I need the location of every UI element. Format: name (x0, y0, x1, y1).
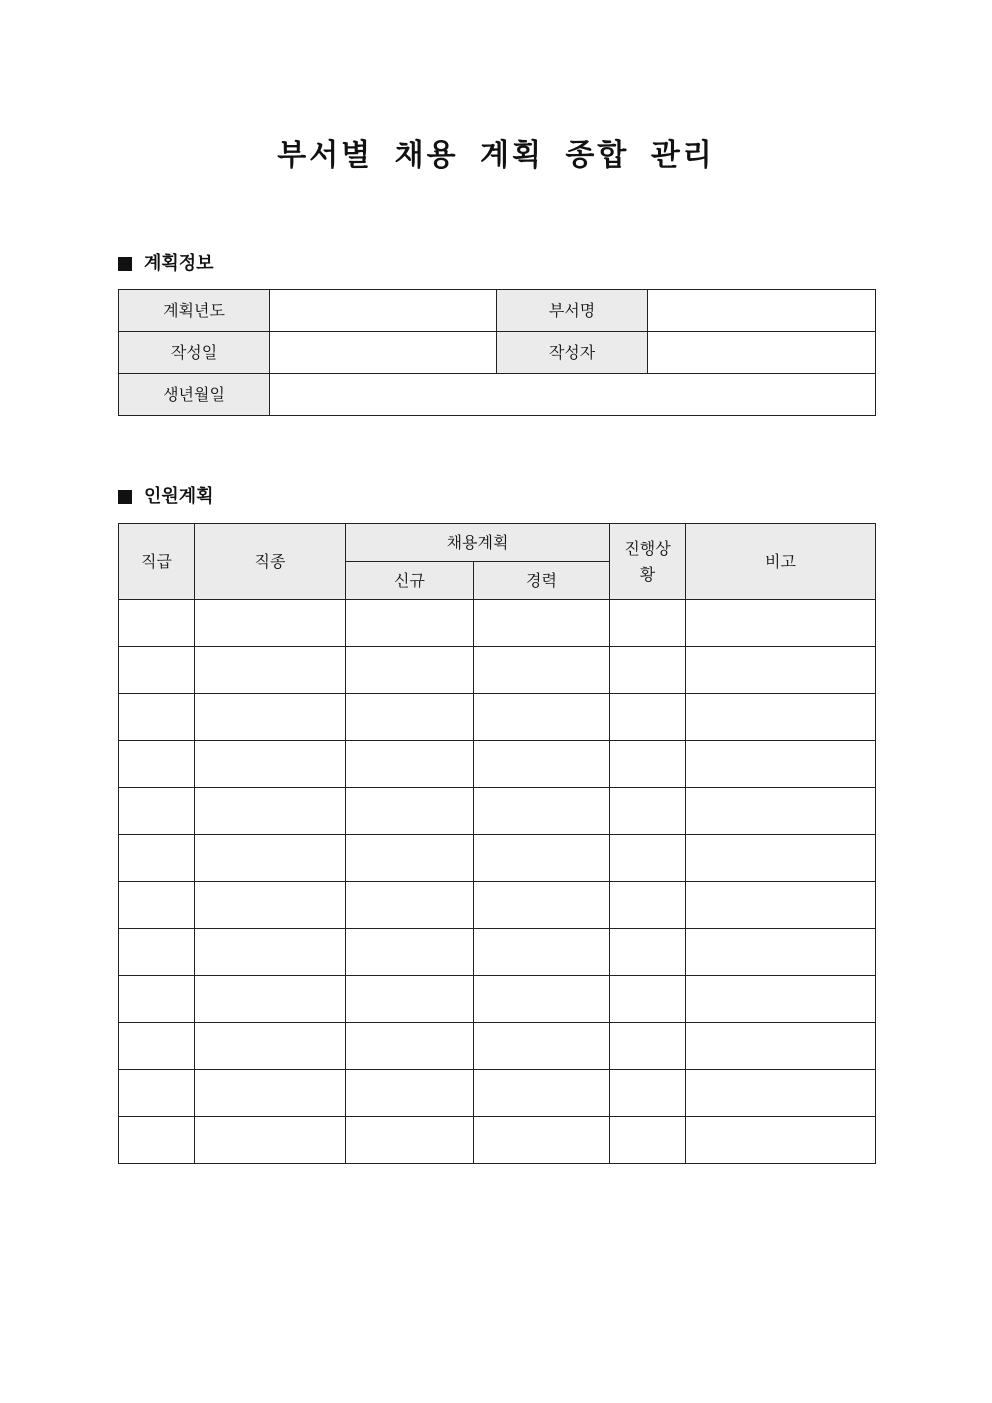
remarks-cell[interactable] (686, 1023, 876, 1070)
remarks-cell[interactable] (686, 647, 876, 694)
experienced-cell[interactable] (474, 1117, 610, 1164)
new-hire-cell[interactable] (346, 1117, 474, 1164)
table-row (119, 835, 876, 882)
column-header-status: 진행상황 (610, 524, 686, 600)
job-type-cell[interactable] (195, 741, 346, 788)
table-row (119, 600, 876, 647)
job-type-cell[interactable] (195, 600, 346, 647)
experienced-cell[interactable] (474, 647, 610, 694)
grade-cell[interactable] (119, 741, 195, 788)
column-header-new-hire: 신규 (346, 562, 474, 600)
page-title: 부서별 채용 계획 종합 관리 (277, 138, 715, 173)
new-hire-cell[interactable] (346, 1023, 474, 1070)
table-row (119, 647, 876, 694)
remarks-cell[interactable] (686, 976, 876, 1023)
author-field[interactable] (648, 332, 876, 374)
new-hire-cell[interactable] (346, 647, 474, 694)
status-cell[interactable] (610, 835, 686, 882)
birth-date-label: 생년월일 (119, 374, 270, 416)
experienced-cell[interactable] (474, 600, 610, 647)
job-type-cell[interactable] (195, 647, 346, 694)
date-written-label: 작성일 (119, 332, 270, 374)
status-cell[interactable] (610, 694, 686, 741)
column-header-experienced: 경력 (474, 562, 610, 600)
job-type-cell[interactable] (195, 694, 346, 741)
remarks-cell[interactable] (686, 1117, 876, 1164)
grade-cell[interactable] (119, 600, 195, 647)
remarks-cell[interactable] (686, 835, 876, 882)
column-header-hiring-plan: 채용계획 (346, 524, 610, 562)
department-label: 부서명 (497, 290, 648, 332)
experienced-cell[interactable] (474, 1023, 610, 1070)
experienced-cell[interactable] (474, 788, 610, 835)
plan-info-heading-text: 계획정보 (144, 253, 214, 274)
remarks-cell[interactable] (686, 1070, 876, 1117)
job-type-cell[interactable] (195, 788, 346, 835)
birth-date-field[interactable] (270, 374, 876, 416)
grade-cell[interactable] (119, 647, 195, 694)
table-row (119, 788, 876, 835)
table-row (119, 1023, 876, 1070)
experienced-cell[interactable] (474, 835, 610, 882)
grade-cell[interactable] (119, 976, 195, 1023)
grade-cell[interactable] (119, 929, 195, 976)
square-bullet-icon (118, 490, 132, 504)
table-row (119, 694, 876, 741)
author-label: 작성자 (497, 332, 648, 374)
experienced-cell[interactable] (474, 882, 610, 929)
new-hire-cell[interactable] (346, 976, 474, 1023)
grade-cell[interactable] (119, 1023, 195, 1070)
grade-cell[interactable] (119, 835, 195, 882)
status-cell[interactable] (610, 741, 686, 788)
remarks-cell[interactable] (686, 600, 876, 647)
column-header-grade: 직급 (119, 524, 195, 600)
plan-info-heading (118, 251, 214, 277)
new-hire-cell[interactable] (346, 929, 474, 976)
remarks-cell[interactable] (686, 929, 876, 976)
square-bullet-icon (118, 257, 132, 271)
remarks-cell[interactable] (686, 882, 876, 929)
new-hire-cell[interactable] (346, 600, 474, 647)
status-cell[interactable] (610, 1117, 686, 1164)
plan-year-field[interactable] (270, 290, 497, 332)
department-field[interactable] (648, 290, 876, 332)
remarks-cell[interactable] (686, 788, 876, 835)
remarks-cell[interactable] (686, 694, 876, 741)
experienced-cell[interactable] (474, 741, 610, 788)
plan-info-row (119, 374, 876, 416)
job-type-cell[interactable] (195, 882, 346, 929)
grade-cell[interactable] (119, 1117, 195, 1164)
table-row (119, 741, 876, 788)
job-type-cell[interactable] (195, 1023, 346, 1070)
date-written-field[interactable] (270, 332, 497, 374)
grade-cell[interactable] (119, 1070, 195, 1117)
column-header-job-type: 직종 (195, 524, 346, 600)
grade-cell[interactable] (119, 788, 195, 835)
status-cell[interactable] (610, 647, 686, 694)
new-hire-cell[interactable] (346, 1070, 474, 1117)
job-type-cell[interactable] (195, 1117, 346, 1164)
grade-cell[interactable] (119, 882, 195, 929)
status-cell[interactable] (610, 882, 686, 929)
table-row (119, 1117, 876, 1164)
job-type-cell[interactable] (195, 835, 346, 882)
table-row (119, 1070, 876, 1117)
staffing-plan-heading (118, 484, 214, 510)
new-hire-cell[interactable] (346, 835, 474, 882)
new-hire-cell[interactable] (346, 694, 474, 741)
job-type-cell[interactable] (195, 976, 346, 1023)
staffing-plan-table (118, 523, 876, 1164)
new-hire-cell[interactable] (346, 882, 474, 929)
plan-year-label: 계획년도 (119, 290, 270, 332)
table-row (119, 882, 876, 929)
grade-cell[interactable] (119, 694, 195, 741)
job-type-cell[interactable] (195, 929, 346, 976)
job-type-cell[interactable] (195, 1070, 346, 1117)
plan-info-row (119, 332, 876, 374)
status-cell[interactable] (610, 929, 686, 976)
status-cell[interactable] (610, 1070, 686, 1117)
staffing-plan-heading-text: 인원계획 (144, 486, 214, 507)
remarks-cell[interactable] (686, 741, 876, 788)
experienced-cell[interactable] (474, 976, 610, 1023)
plan-info-row (119, 290, 876, 332)
status-cell[interactable] (610, 788, 686, 835)
plan-info-table (118, 289, 876, 416)
new-hire-cell[interactable] (346, 741, 474, 788)
experienced-cell[interactable] (474, 694, 610, 741)
new-hire-cell[interactable] (346, 788, 474, 835)
column-header-remarks: 비고 (686, 524, 876, 600)
status-cell[interactable] (610, 976, 686, 1023)
table-row (119, 976, 876, 1023)
status-cell[interactable] (610, 1023, 686, 1070)
header-row (119, 524, 876, 562)
table-row (119, 929, 876, 976)
status-cell[interactable] (610, 600, 686, 647)
experienced-cell[interactable] (474, 1070, 610, 1117)
experienced-cell[interactable] (474, 929, 610, 976)
